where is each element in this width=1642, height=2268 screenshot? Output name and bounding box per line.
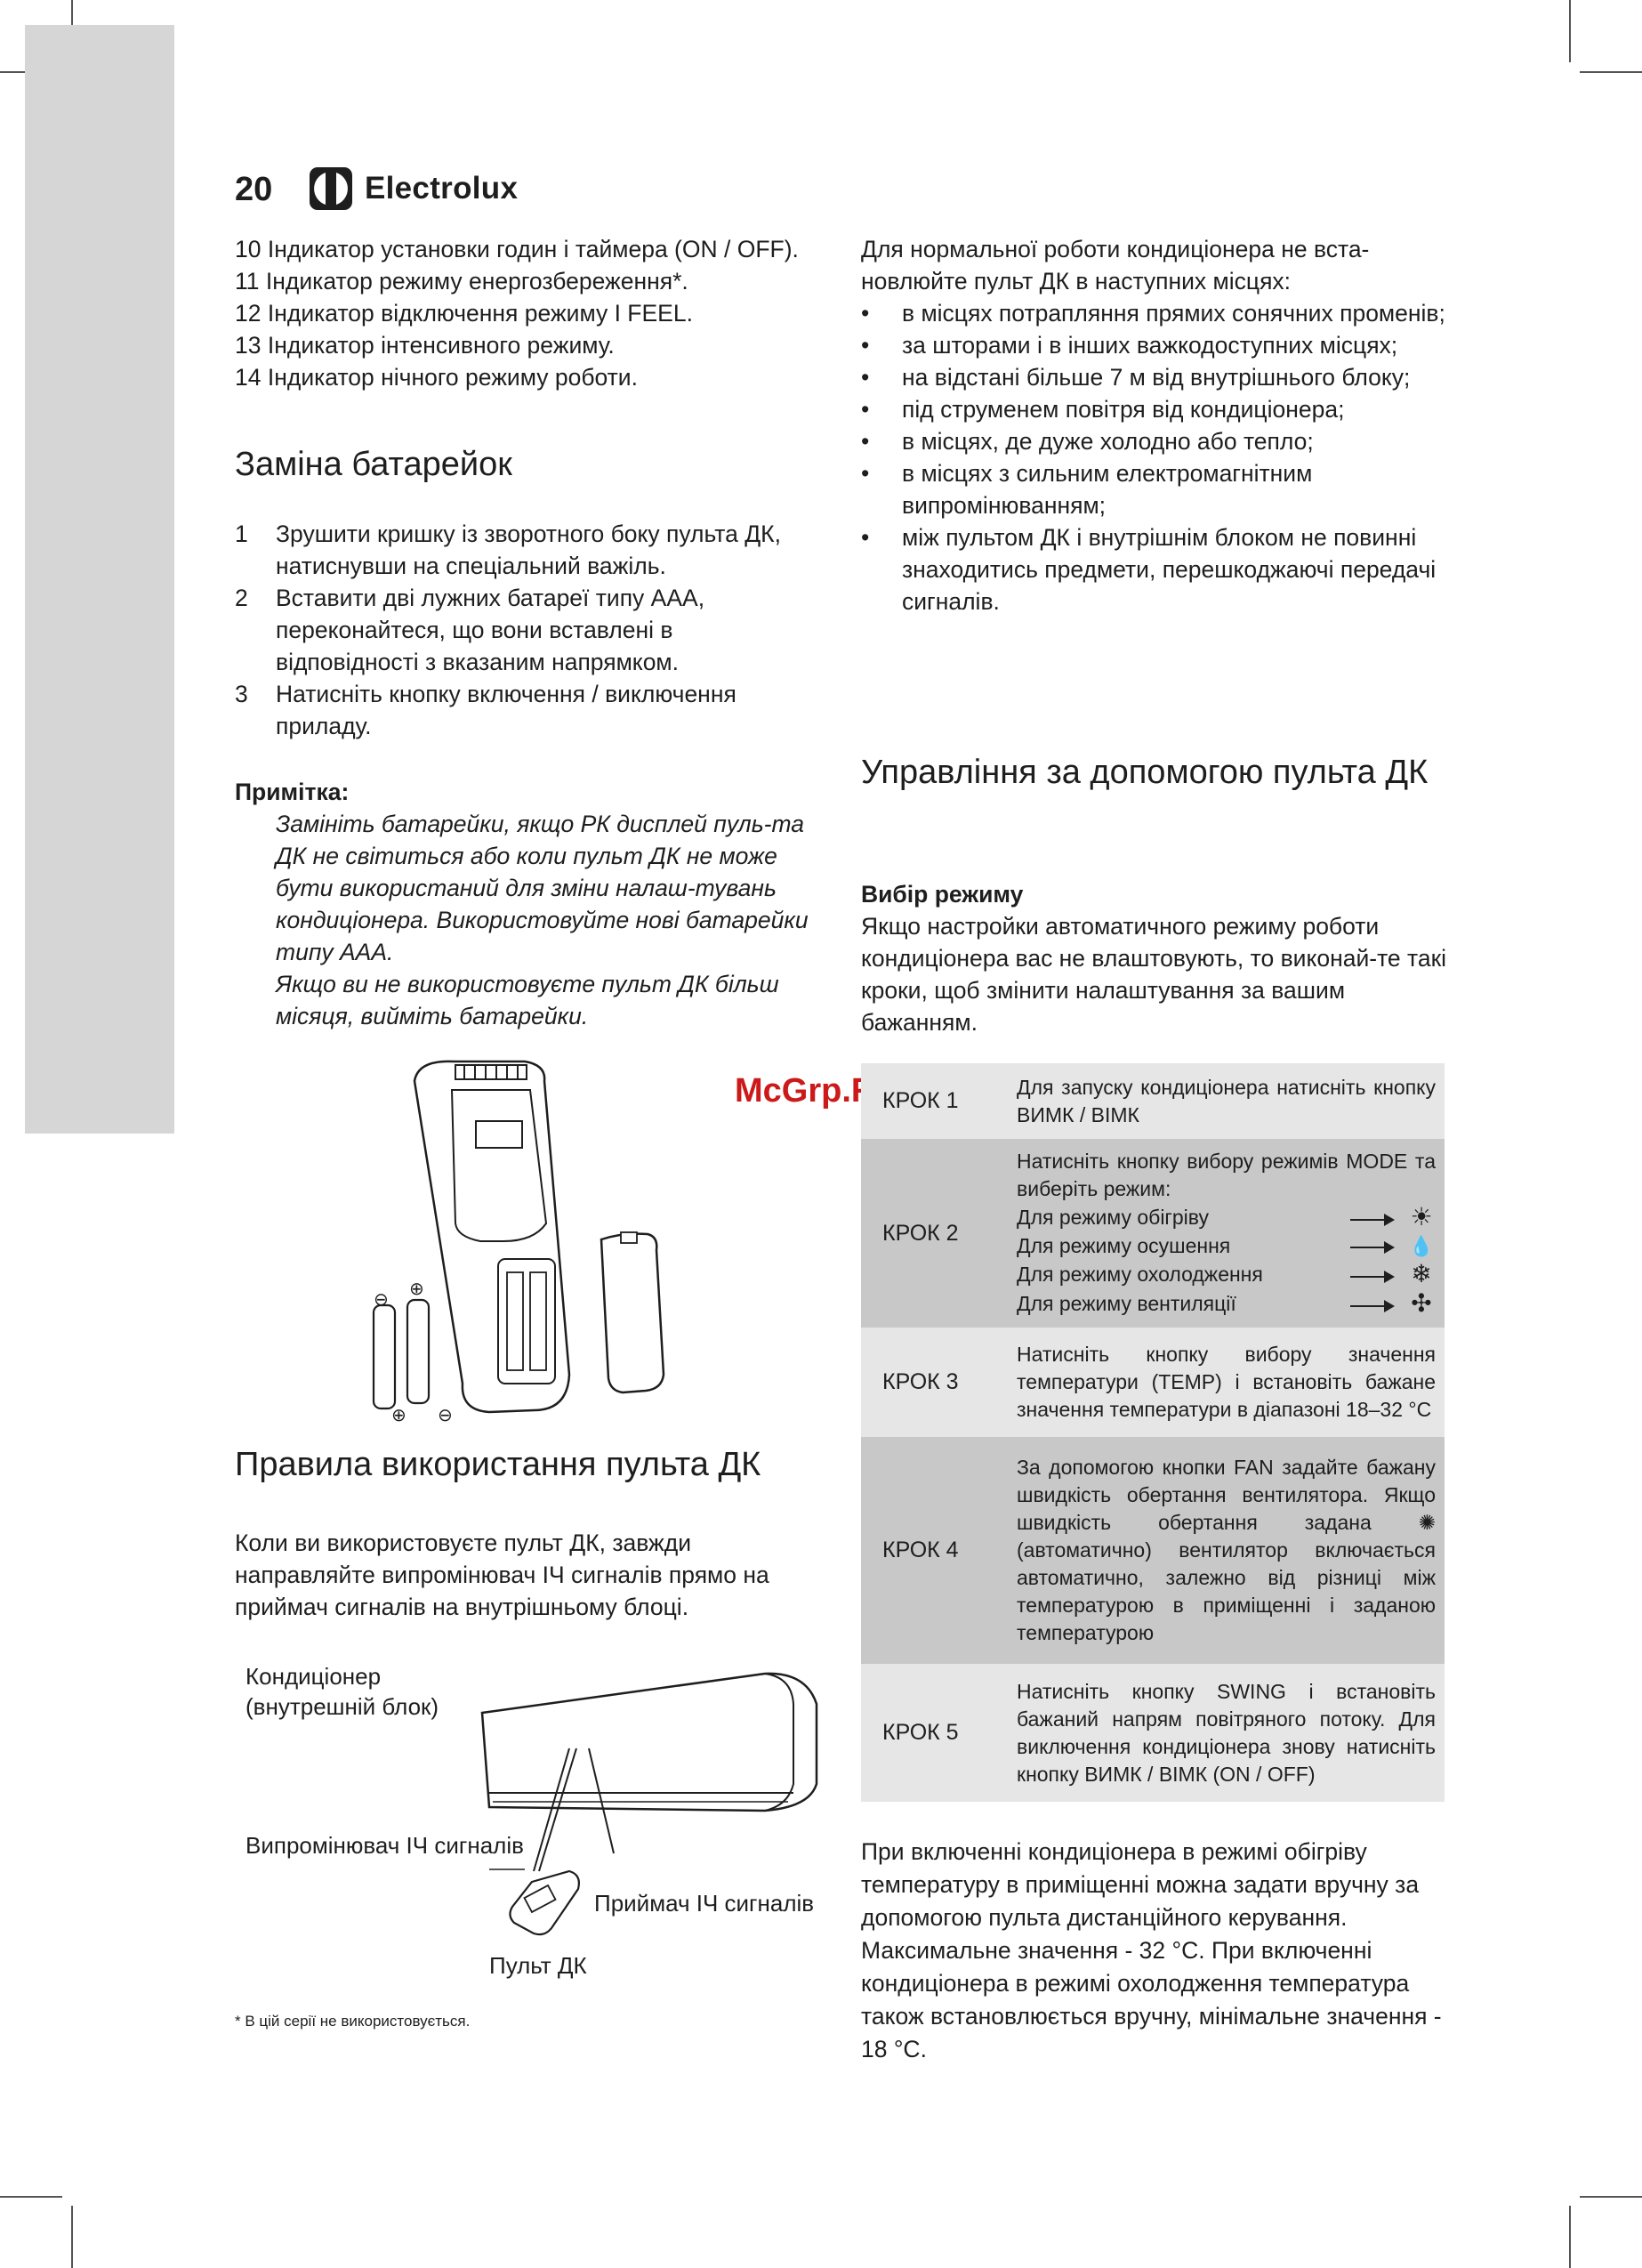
mode-option: Для режиму охолодження ❄ xyxy=(1017,1260,1436,1289)
list-item: 14 Індикатор нічного режиму роботи. xyxy=(235,364,638,391)
watermark: McGrp.Ru xyxy=(735,1072,897,1110)
indicator-list xyxy=(235,233,813,393)
step-text: Натисніть кнопку SWING і встановіть бажаний напрям повітряного потоку. Для виключення кондиціонера знову натисніть кнопку ВИМК / ВІМК (ON / OFF) xyxy=(1017,1679,1436,1786)
table-row xyxy=(861,1139,1445,1328)
remote-battery-illustration xyxy=(356,1054,703,1428)
crop-mark xyxy=(1569,0,1571,62)
list-item: • на відстані більше 7 м від внутрішнього блоку; xyxy=(861,361,1448,393)
note-text: Замініть батарейки, якщо РК дисплей пуль-та ДК не світиться або коли пульт ДК не може бути використаний для зміни налаш-тувань кондиціонера. Використовуйте нові батарейки типу ААА. xyxy=(276,811,809,965)
mode-block xyxy=(861,878,1448,1038)
mode-subtitle: Вибір режиму xyxy=(861,881,1024,908)
list-item: • за шторами і в інших важкодоступних місцях; xyxy=(861,329,1448,361)
mode-intro: Якщо настройки автоматичного режиму роботи кондиціонера вас не влаштовують, то виконай-те такі кроки, щоб змінити налаштування за вашим бажанням. xyxy=(861,913,1447,1036)
arrow-icon xyxy=(1350,1305,1393,1307)
list-item: 13 Індикатор інтенсивного режиму. xyxy=(235,332,615,359)
crop-mark xyxy=(71,2206,73,2268)
list-item: 3 Натисніть кнопку включення / виключення приладу. xyxy=(235,681,736,739)
step-text: Натисніть кнопку вибору значення температури (TEMP) і встановіть бажане значення температури в діапазоні 18–32 °C xyxy=(1017,1343,1436,1421)
step-text: Натисніть кнопку вибору режимів MODE та виберіть режим: xyxy=(1017,1150,1436,1200)
list-item: 12 Індикатор відключення режиму I FEEL. xyxy=(235,300,693,327)
list-item: • під струменем повітря від кондиціонера; xyxy=(861,393,1448,425)
step-label: КРОК 2 xyxy=(882,1220,959,1246)
step-label: КРОК 4 xyxy=(882,1538,959,1562)
sun-icon: ☀ xyxy=(1410,1203,1433,1231)
placement-list xyxy=(861,297,1448,617)
crop-mark xyxy=(1580,2196,1642,2198)
crop-mark xyxy=(1569,2206,1571,2268)
note-title: Примітка: xyxy=(235,779,350,805)
step-label: КРОК 1 xyxy=(882,1088,959,1113)
mode-option: Для режиму обігріву ☀ xyxy=(1017,1203,1436,1232)
battery-minus-sign: ⊖ xyxy=(374,1290,389,1310)
section-side-tab xyxy=(25,25,174,1134)
brand-logo xyxy=(308,164,518,214)
steps-table xyxy=(861,1063,1445,1802)
table-row xyxy=(861,1063,1445,1139)
crop-mark xyxy=(1580,71,1642,73)
list-item: • в місцях потрапляння прямих сонячних променів; xyxy=(861,297,1448,329)
drops-icon: 💧 xyxy=(1409,1235,1434,1257)
label-remote: Пульт ДК xyxy=(489,1952,587,1979)
rules-text: Коли ви використовуєте пульт ДК, завжди направляйте випромінювач ІЧ сигналів прямо на приймач сигналів на внутрішньому блоці. xyxy=(235,1529,769,1620)
step-label: КРОК 5 xyxy=(882,1720,959,1745)
note-text: Якщо ви не використовуєте пульт ДК більш місяця, вийміть батарейки. xyxy=(276,971,779,1029)
list-item: 2 Вставити дві лужних батареї типу ААА, переконайтеся, що вони вставлені в відповідності з вказаним напрямком. xyxy=(235,585,705,675)
electrolux-logo-icon xyxy=(308,165,354,212)
step-text: Для запуску кондиціонера натисніть кнопку ВИМК / ВІМК xyxy=(1017,1075,1436,1126)
list-item: • в місцях з сильним електромагнітним випромінюванням; xyxy=(861,457,1448,521)
fan-auto-icon: ✺ xyxy=(1418,1511,1436,1534)
rules-section-title: Правила використання пульта ДК xyxy=(235,1446,761,1483)
label-ir-emitter: Випромінювач ІЧ сигналів xyxy=(245,1832,524,1859)
list-item: 1 Зрушити кришку із зворотного боку пульта ДК, натиснувши на спеціальний важіль. xyxy=(235,521,781,579)
list-item: 10 Індикатор установки годин і таймера (ON / OFF). xyxy=(235,236,799,262)
crop-mark xyxy=(0,2196,62,2198)
mode-option: Для режиму осушення 💧 xyxy=(1017,1232,1436,1260)
note-block xyxy=(235,776,813,1032)
battery-minus-sign: ⊖ xyxy=(438,1406,453,1425)
arrow-icon xyxy=(1350,1247,1393,1248)
step-text: За допомогою кнопки FAN задайте бажану швидкість обертання вентилятора. Якщо швидкість обертання задана ✺ (автоматично) вентилятор включається автоматично, залежно від різниці між температурою в приміщенні і заданою температурою xyxy=(1017,1456,1436,1644)
label-indoor-unit: Кондиціонер (внутрешній блок) xyxy=(245,1663,439,1720)
arrow-icon xyxy=(1350,1276,1393,1278)
mode-option: Для режиму вентиляції ✣ xyxy=(1017,1289,1436,1319)
page-number: 20 xyxy=(235,171,273,208)
placement-block xyxy=(861,233,1448,617)
arrow-icon xyxy=(1350,1219,1393,1221)
fan-icon: ✣ xyxy=(1411,1289,1432,1317)
brand-name: Electrolux xyxy=(365,171,519,206)
list-item: • в місцях, де дуже холодно або тепло; xyxy=(861,425,1448,457)
final-paragraph: При включенні кондиціонера в режимі обігріву температуру в приміщенні можна задати вручну за допомогою пульта дистанційного керування. Максимальне значення - 32 °C. При включенні кондиціонера в режимі охолодження температура також встановлюється вручну, мінімальне значення - 18 °C. xyxy=(861,1838,1442,2062)
table-row xyxy=(861,1437,1445,1664)
step-label: КРОК 3 xyxy=(882,1369,959,1394)
battery-steps-list xyxy=(235,518,813,742)
control-section-title: Управління за допомогою пульта ДК xyxy=(861,754,1429,791)
table-row xyxy=(861,1664,1445,1802)
battery-plus-sign: ⊕ xyxy=(391,1406,406,1425)
table-row xyxy=(861,1328,1445,1437)
label-ir-receiver: Приймач ІЧ сигналів xyxy=(594,1890,815,1917)
list-item: 11 Індикатор режиму енергозбереження*. xyxy=(235,268,688,295)
list-item: • між пультом ДК і внутрішнім блоком не повинні знаходитись предмети, перешкоджаючі передачі сигналів. xyxy=(861,521,1448,617)
placement-intro: Для нормальної роботи кондиціонера не вста-новлюйте пульт ДК в наступних місцях: xyxy=(861,236,1370,295)
footnote: * В цій серії не використовується. xyxy=(235,2013,471,2030)
battery-plus-sign: ⊕ xyxy=(409,1279,424,1299)
battery-section-title: Заміна батарейок xyxy=(235,446,512,483)
snowflake-icon: ❄ xyxy=(1411,1260,1432,1287)
